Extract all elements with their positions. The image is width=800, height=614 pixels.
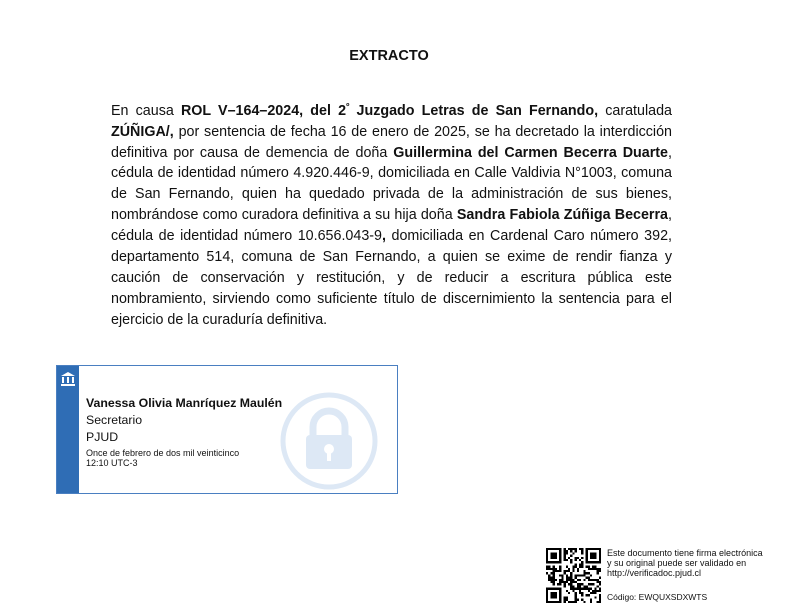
signer-organization: PJUD bbox=[86, 430, 119, 444]
qr-code-icon bbox=[546, 548, 601, 603]
text-caratulada: caratulada bbox=[598, 102, 673, 119]
signer-name: Vanessa Olivia Manríquez Maulén bbox=[86, 396, 283, 410]
verification-line-1: Este documento tiene firma electrónica bbox=[607, 548, 763, 558]
signature-timestamp bbox=[86, 448, 239, 468]
text-curator-id: , cédula de identidad número 10.656.043-9 bbox=[111, 207, 672, 245]
signature-strip bbox=[57, 366, 79, 493]
court-name: Juzgado Letras de San Fernando, bbox=[349, 102, 599, 119]
signer-role: Secretario bbox=[86, 413, 143, 427]
signature-date: Once de febrero de dos mil veinticinco bbox=[86, 448, 240, 458]
text-intro: En causa bbox=[111, 102, 181, 119]
verification-code: Código: EWQUXSDXWTS bbox=[607, 592, 708, 602]
electronic-signature-box bbox=[56, 365, 398, 494]
case-number: ROL V–164–2024, del 2 bbox=[180, 102, 347, 119]
signature-time: 12:10 UTC-3 bbox=[86, 458, 138, 468]
verification-line-2: y su original puede ser validado en bbox=[607, 558, 747, 568]
bold-comma: , bbox=[382, 228, 386, 245]
lock-icon bbox=[279, 391, 379, 491]
ordinal-mark: º bbox=[346, 101, 350, 111]
verification-url[interactable]: http://verificadoc.pjud.cl bbox=[607, 568, 702, 578]
text-interdicted-details: , cédula de identidad número 4.920.446-9, domiciliada en Calle Valdivia N°1003, comuna de San Fernando, quien ha quedado privada de la administración de sus bienes, nombrándose como curadora definitiva a su hija doña bbox=[111, 144, 672, 224]
interdicted-person-name: Guillermina del Carmen Becerra Duarte bbox=[393, 144, 669, 161]
extract-paragraph bbox=[111, 96, 672, 331]
case-caption: ZÚÑIGA/, bbox=[111, 123, 174, 140]
text-sentence: por sentencia de fecha 16 de enero de 2025, se ha decretado la interdicción definitiva por causa de demencia de doña bbox=[111, 123, 672, 161]
text-closing: domiciliada en Cardenal Caro número 392, departamento 514, comuna de San Fernando, a quien se exime de rendir fianza y caución de conservación y restitución, y de reducir a escritura pública este nombramiento, sirviendo como suficiente título de discernimiento la sentencia para el ejercicio de la curaduría definitiva. bbox=[111, 228, 672, 328]
courthouse-icon bbox=[60, 371, 76, 387]
curator-name: Sandra Fabiola Zúñiga Becerra bbox=[456, 207, 669, 224]
document-title: EXTRACTO bbox=[349, 48, 429, 64]
verification-note bbox=[607, 548, 787, 578]
